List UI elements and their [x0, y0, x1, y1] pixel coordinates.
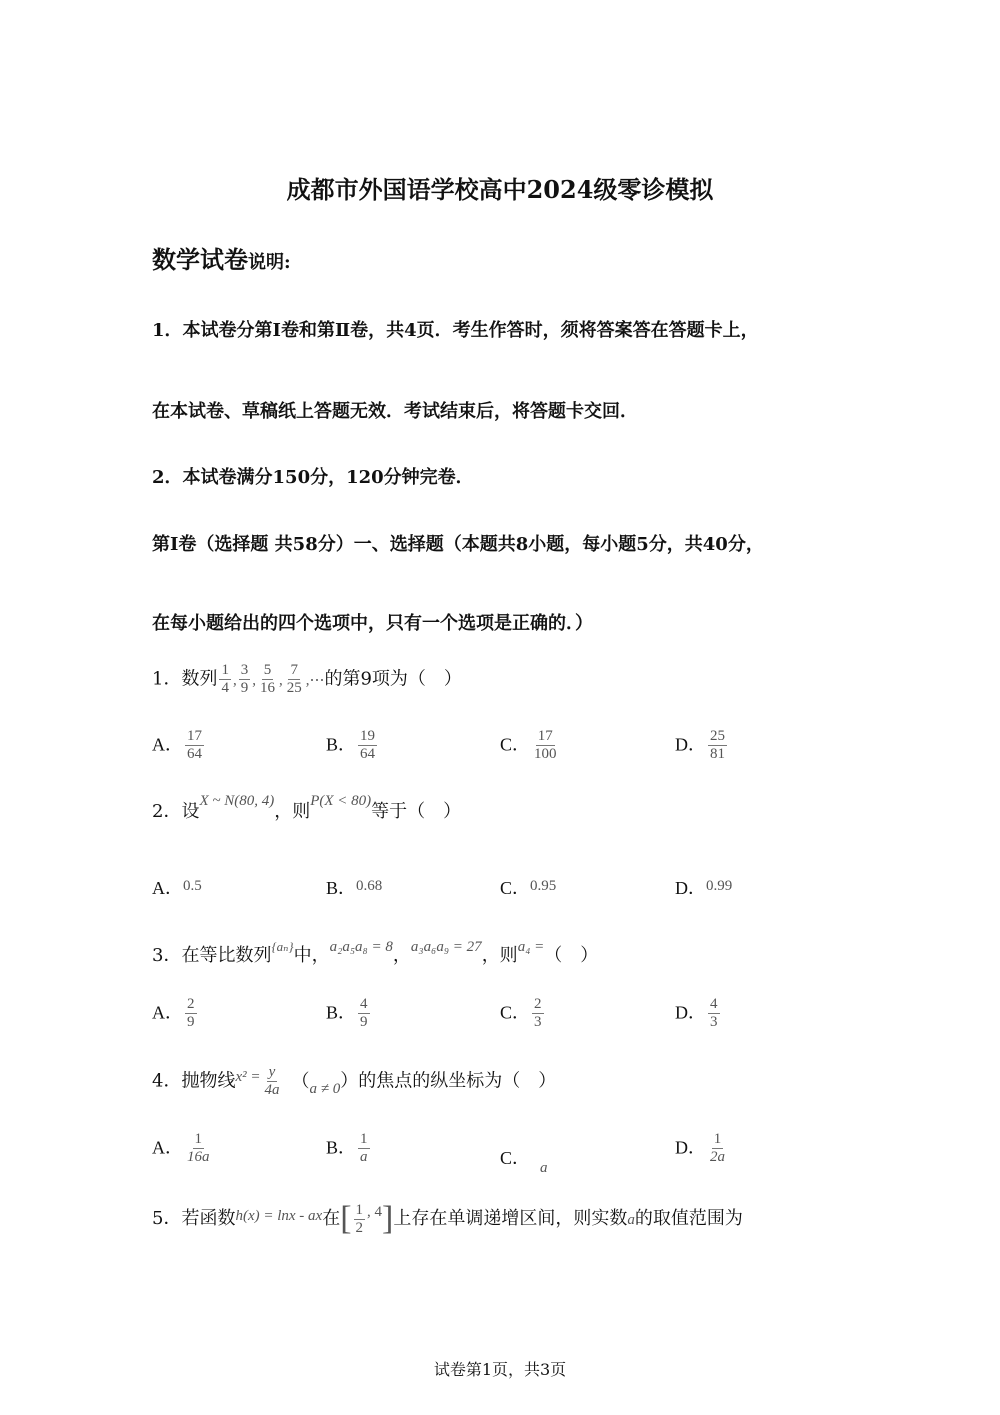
- page-footer: 试卷第1页，共3页: [433, 1360, 567, 1379]
- math-expression: a₄ =: [517, 939, 545, 955]
- math-expression: a ≠ 0: [309, 1080, 341, 1097]
- question-4: 4．抛物线$^{x^2 =}$ $\frac{y}{4a}$ $(_{a \ne 0})$的焦点的纵坐标为（ ）: [152, 1064, 557, 1098]
- option-b: B． $\frac{19}{64}$: [326, 728, 376, 762]
- page-title: 成都市外国语学校高中2024级零诊模拟: [286, 175, 714, 204]
- math-expression: x² =: [235, 1068, 261, 1085]
- option-c: C．$^{0.95}$: [500, 878, 557, 898]
- notes-label: 说明:: [248, 252, 291, 273]
- option-a: A． $\frac{17}{64}$: [152, 728, 202, 762]
- question-text: 的第9项为（ ）: [324, 668, 462, 690]
- option-c: C． $_a$: [500, 1148, 548, 1176]
- section-heading: 在每小题给出的四个选项中，只有一个选项是正确的．）: [152, 613, 593, 634]
- question-2: 2．设$^{X \sim N(80, 4)}$，则$^{P(X < 80)}$等于（ ）: [152, 793, 462, 822]
- math-expression: a₂a₅a₈ = 8: [329, 939, 393, 955]
- math-variable: a: [627, 1212, 635, 1228]
- fraction: $\frac{7}{25}$: [286, 662, 302, 696]
- question-1: 1．数列 $\frac{1}{4}$ , $\frac{3}{9}$ , $\frac{5}{16}$ , $\frac{7}{25}$ ,⋯的第9项为（ ）: [152, 662, 462, 696]
- question-number: 2．: [152, 801, 182, 822]
- option-d: D． $\frac{4}{3}$: [675, 996, 718, 1030]
- question-number: 1．: [152, 668, 182, 690]
- fraction: $\frac{y}{4a}$: [264, 1064, 280, 1098]
- question-3: 3．在等比数列$^{\{a_n\}}$中，$^{a_2a_5a_8 = 8}$，$^{a_3a_6a_9 = 27}$，则$^{a_4 =}$（ ）: [152, 939, 599, 966]
- math-expression: X ~ N(80, 4): [199, 793, 275, 809]
- option-b: B．$^{0.68}$: [326, 878, 383, 898]
- option-c: C． $\frac{2}{3}$: [500, 996, 542, 1030]
- subtitle: [152, 240, 291, 275]
- option-a: A．$^{0.5}$: [152, 878, 202, 898]
- option-a: A． $\frac{1}{16a}$: [152, 1131, 210, 1165]
- option-d: D． $\frac{25}{81}$: [675, 728, 725, 762]
- subject-title: 数学试卷: [152, 245, 248, 274]
- option-a: A． $\frac{2}{9}$: [152, 996, 195, 1030]
- fraction: $\frac{1}{4}$: [221, 662, 229, 696]
- option-b: B． $\frac{1}{a}$: [326, 1131, 368, 1165]
- option-c: C． $\frac{17}{100}$: [500, 728, 557, 762]
- fraction: $\frac{5}{16}$: [259, 662, 275, 696]
- math-expression: h(x) = lnx - ax: [235, 1208, 323, 1224]
- question-number: 3．: [152, 945, 182, 966]
- instruction-line: 在本试卷、草稿纸上答题无效．考试结束后，将答题卡交回．: [152, 401, 638, 422]
- question-5: 5．若函数$^{h(x) = lnx - ax}$在[ $\frac{1}{2}$ $^{, 4}$]上存在单调递增区间，则实数a的取值范围为: [152, 1200, 743, 1237]
- option-d: D．$^{0.99}$: [675, 878, 733, 898]
- instruction-line: 1．本试卷分第Ⅰ卷和第Ⅱ卷，共4页．考生作答时，须将答案答在答题卡上，: [152, 320, 759, 341]
- option-b: B． $\frac{4}{9}$: [326, 996, 368, 1030]
- math-expression: P(X < 80): [310, 793, 372, 809]
- fraction: $\frac{3}{9}$: [240, 662, 249, 696]
- math-expression: {aₙ}: [271, 939, 294, 954]
- question-text: 数列: [181, 668, 218, 690]
- instruction-line: 2．本试卷满分150分，120分钟完卷．: [152, 467, 474, 488]
- fraction: $\frac{1}{2}$: [355, 1201, 364, 1236]
- section-heading: 第Ⅰ卷（选择题 共58分）一、选择题（本题共8小题，每小题5分，共40分，: [152, 534, 764, 555]
- option-d: D． $\frac{1}{2a}$: [675, 1131, 725, 1165]
- math-expression: a₃a₆a₉ = 27: [410, 939, 482, 955]
- question-number: 5．: [152, 1208, 182, 1229]
- question-number: 4．: [152, 1070, 182, 1092]
